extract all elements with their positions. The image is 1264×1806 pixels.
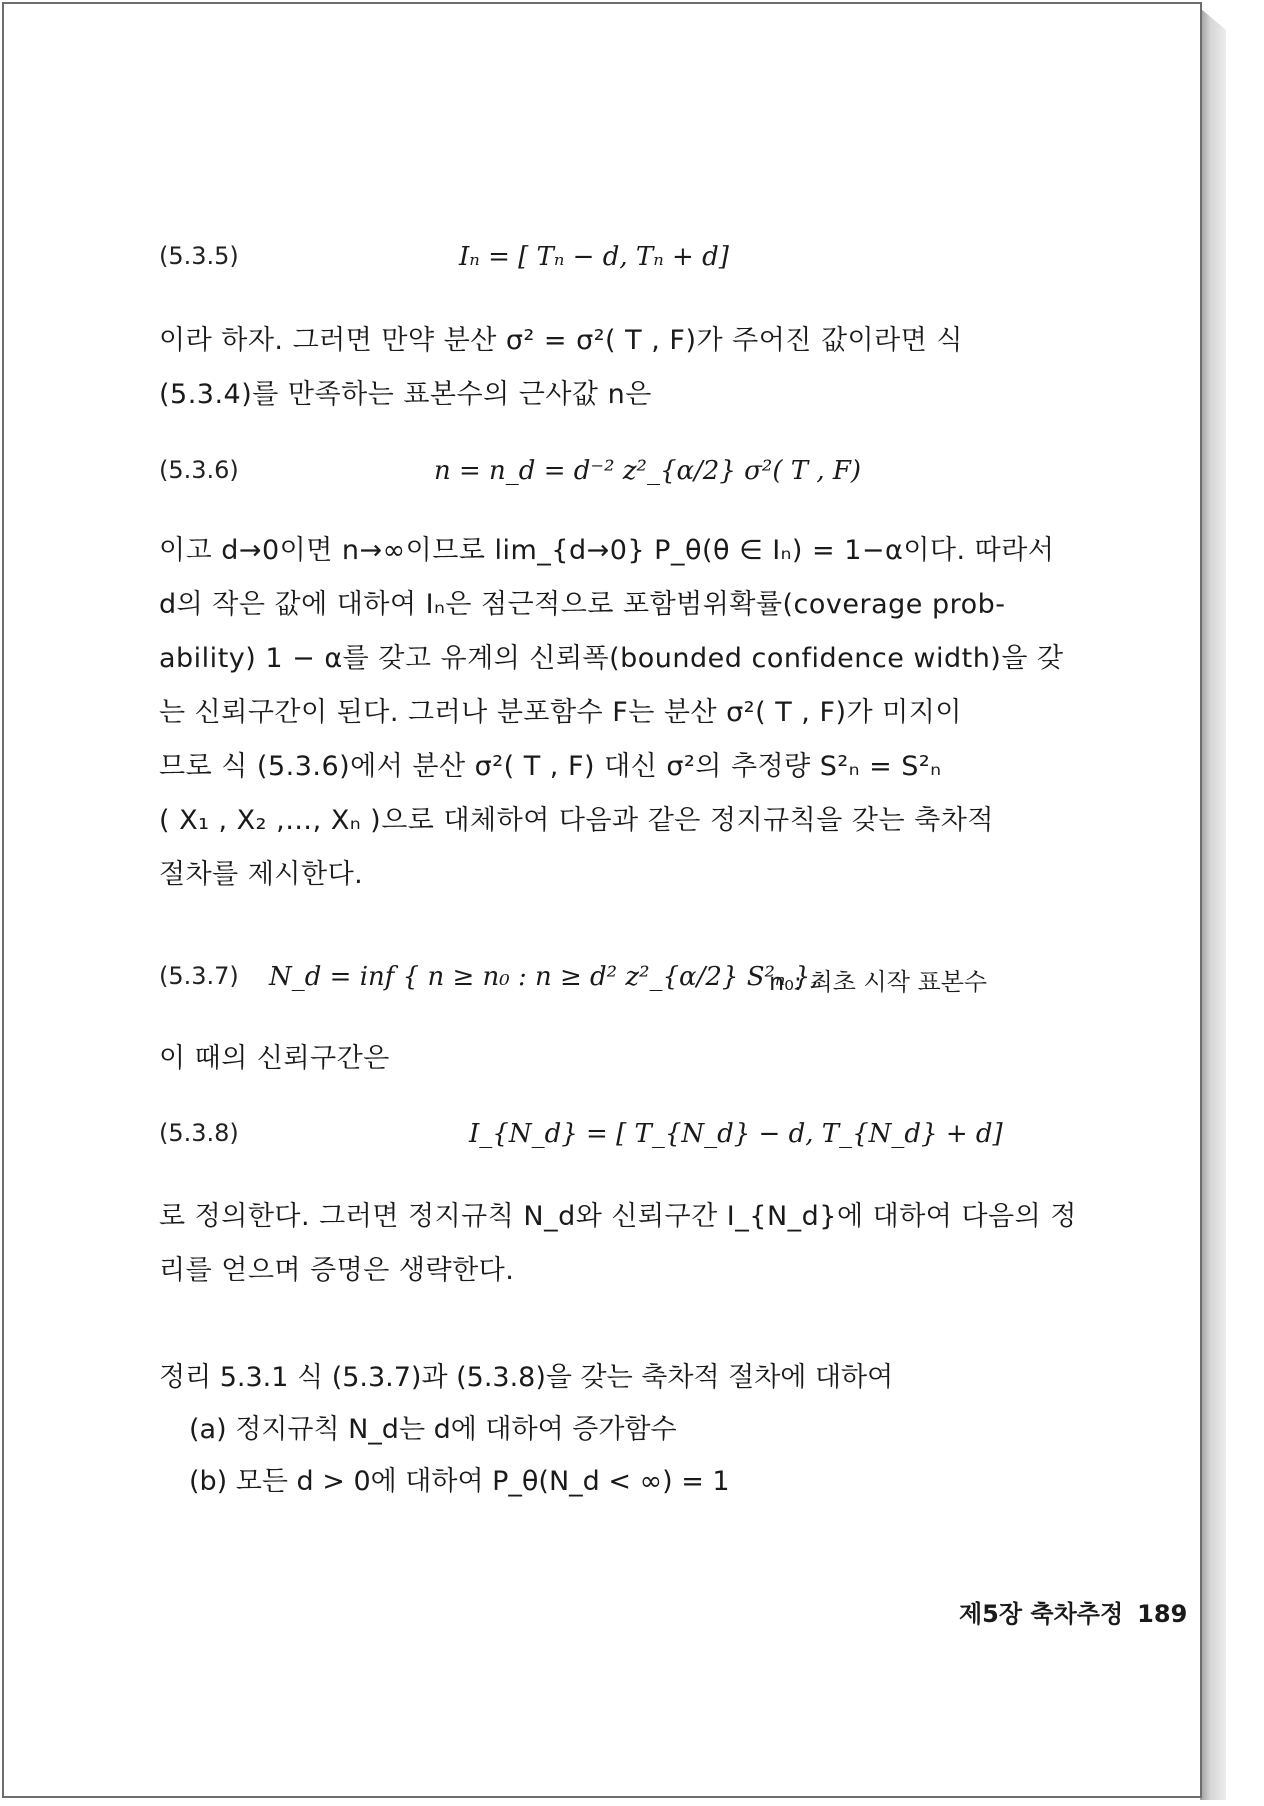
paragraph-2 [159,524,1064,902]
text-line: 절차를 제시한다. [159,859,364,890]
equation-number: (5.3.6) [159,456,239,484]
paragraph-4 [159,1190,1077,1298]
theorem-item-a: (a) 정지규칙 N_d는 d에 대하여 증가함수 [189,1414,677,1445]
page-footer [959,1594,1187,1629]
equation-number: (5.3.7) [159,962,239,990]
page-edge-shadow [1200,8,1226,1800]
paragraph-1 [159,314,1059,422]
theorem-5-3-1 [159,1352,1059,1508]
equation-body: N_d = inf { n ≥ n₀ : n ≥ d² z²_{α/2} S²ₙ }, [269,962,819,992]
text-line: 리를 얻으며 증명은 생략한다. [159,1255,515,1286]
paragraph-3 [159,1032,1059,1086]
text-line: ( X₁ , X₂ ,…, Xₙ )으로 대체하여 다음과 같은 정지규칙을 갖는 축차적 [159,805,994,836]
text-line: d의 작은 값에 대하여 Iₙ은 점근적으로 포함범위확률(coverage prob- [159,589,1006,620]
equation-body: Iₙ = [ Tₙ − d, Tₙ + d] [459,242,729,272]
equation-body: I_{N_d} = [ T_{N_d} − d, T_{N_d} + d] [469,1119,1003,1149]
equation-body: n = n_d = d⁻² z²_{α/2} σ²( T , F) [434,456,862,486]
theorem-item-b: (b) 모든 d > 0에 대하여 P_θ(N_d < ∞) = 1 [189,1466,730,1497]
equation-note: n₀: 최초 시작 표본수 [769,968,988,996]
theorem-title: 정리 5.3.1 식 (5.3.7)과 (5.3.8)을 갖는 축차적 절차에 대하여 [159,1362,894,1393]
text-line: 이 때의 신뢰구간은 [159,1043,390,1074]
text-line: 로 정의한다. 그러면 정지규칙 N_d와 신뢰구간 I_{N_d}에 대하여 다음의 정 [159,1201,1077,1232]
text-line: 이고 d→0이면 n→∞이므로 lim_{d→0} P_θ(θ ∈ Iₙ) = 1−α이다. 따라서 [159,535,1055,566]
book-page [2,2,1202,1798]
chapter-title: 제5장 축차추정 [959,1600,1124,1628]
text-line: 는 신뢰구간이 된다. 그러나 분포함수 F는 분산 σ²( T , F)가 미지이 [159,697,962,728]
text-line: 므로 식 (5.3.6)에서 분산 σ²( T , F) 대신 σ²의 추정량 S²ₙ = S²ₙ [159,751,942,782]
page-number: 189 [1137,1600,1188,1628]
text-line: (5.3.4)를 만족하는 표본수의 근사값 n은 [159,379,652,410]
text-line: ability) 1 − α를 갖고 유계의 신뢰폭(bounded confidence width)을 갖 [159,643,1064,674]
equation-number: (5.3.5) [159,242,239,270]
text-line: 이라 하자. 그러면 만약 분산 σ² = σ²( T , F)가 주어진 값이라면 식 [159,325,963,356]
equation-number: (5.3.8) [159,1119,239,1147]
